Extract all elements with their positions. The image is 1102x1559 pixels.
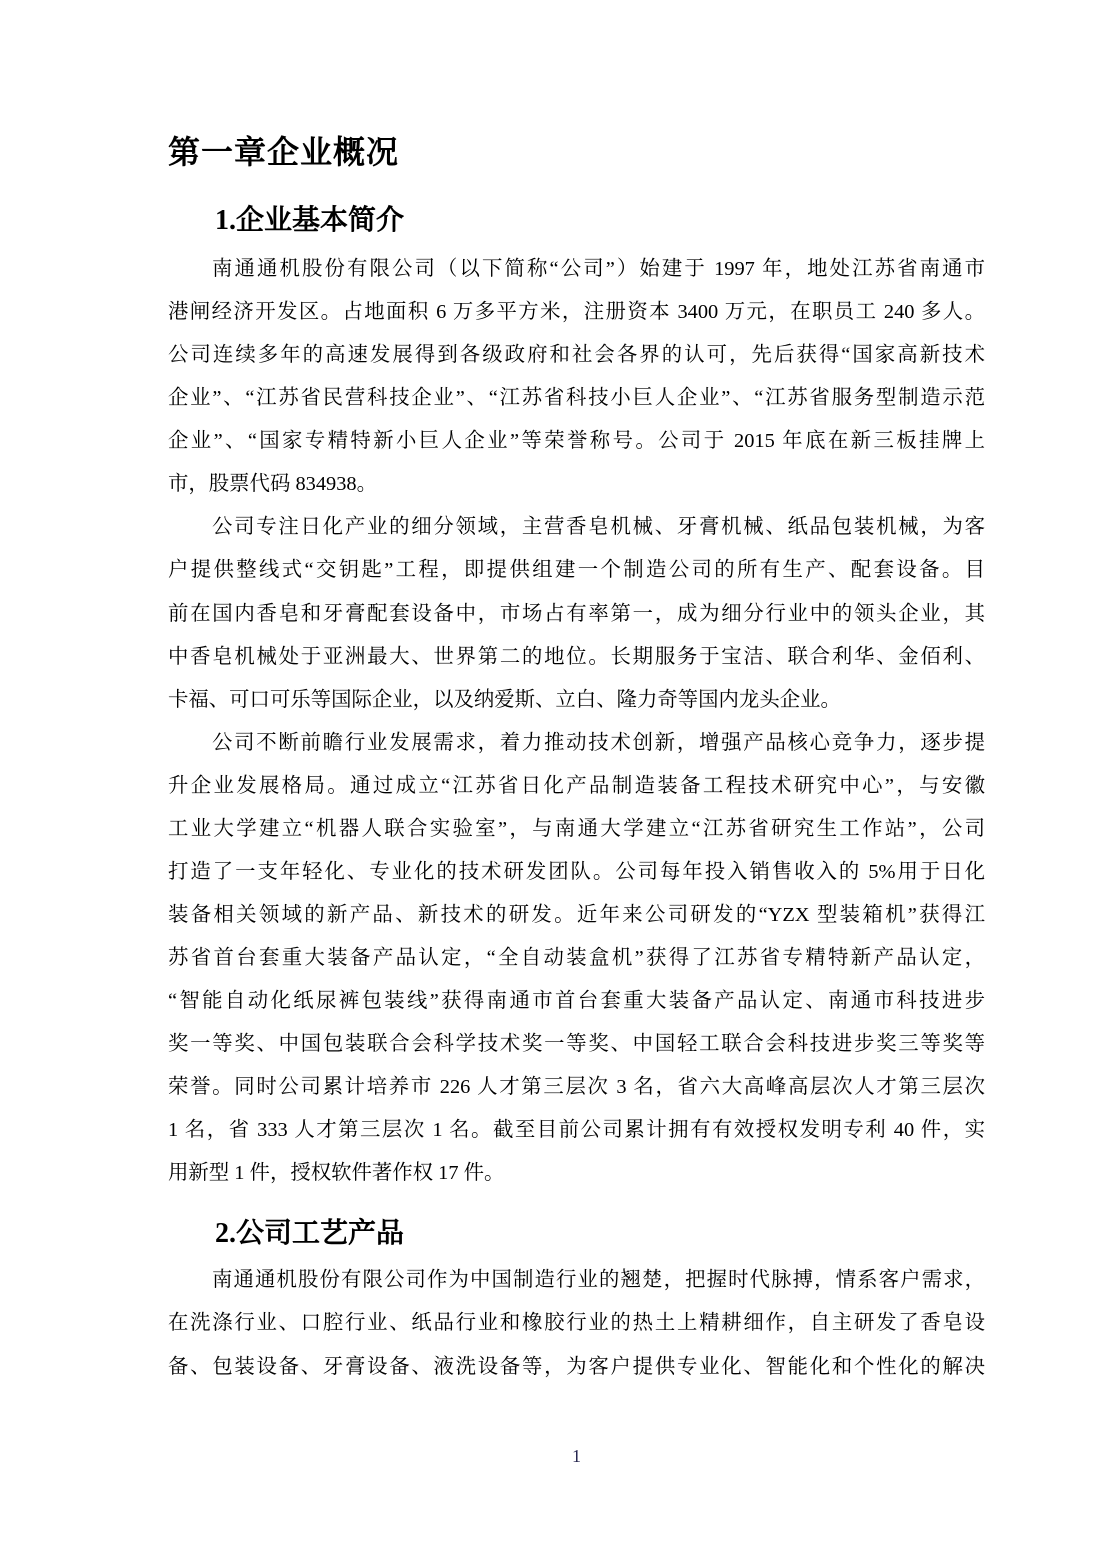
text-line: 打造了一支年轻化、专业化的技术研发团队。公司每年投入销售收入的 5%用于日化 (168, 860, 985, 883)
text-line: 卡福、可口可乐等国际企业，以及纳爱斯、立白、隆力奇等国内龙头企业。 (168, 688, 841, 711)
text-line: 前在国内香皂和牙膏配套设备中，市场占有率第一，成为细分行业中的领头企业，其 (168, 602, 985, 625)
page-number: 1 (572, 1446, 581, 1466)
text-line: 户提供整线式“交钥匙”工程，即提供组建一个制造公司的所有生产、配套设备。目 (168, 559, 985, 582)
text-line: 港闸经济开发区。占地面积 6 万多平方米，注册资本 3400 万元，在职员工 240 多人。 (168, 301, 985, 324)
text-line: 奖一等奖、中国包装联合会科学技术奖一等奖、中国轻工联合会科技进步奖三等奖等 (168, 1033, 985, 1056)
section-heading-1: 1.企业基本简介 (215, 205, 405, 236)
section-heading-2: 2.公司工艺产品 (215, 1218, 405, 1250)
text-line: 用新型 1 件，授权软件著作权 17 件。 (168, 1162, 505, 1185)
text-line: 公司专注日化产业的细分领域，主营香皂机械、牙膏机械、纸品包装机械，为客 (212, 516, 985, 539)
text-line: 苏省首台套重大装备产品认定，“全自动装盒机”获得了江苏省专精特新产品认定， (168, 947, 985, 969)
text-line: “智能自动化纸尿裤包装线”获得南通市首台套重大装备产品认定、南通市科技进步 (168, 990, 985, 1013)
text-line: 工业大学建立“机器人联合实验室”，与南通大学建立“江苏省研究生工作站”，公司 (168, 817, 985, 840)
text-line: 南通通机股份有限公司（以下简称“公司”）始建于 1997 年，地处江苏省南通市 (212, 258, 985, 280)
text-line: 南通通机股份有限公司作为中国制造行业的翘楚，把握时代脉搏，情系客户需求， (212, 1269, 985, 1292)
text-line: 升企业发展格局。通过成立“江苏省日化产品制造装备工程技术研究中心”，与安徽 (168, 774, 985, 797)
chapter-title: 第一章企业概况 (168, 134, 400, 170)
text-line: 1 名，省 333 人才第三层次 1 名。截至目前公司累计拥有有效授权发明专利 40 件，实 (168, 1119, 985, 1142)
paragraph-company-intro (168, 248, 985, 506)
text-line: 市，股票代码 834938。 (168, 473, 378, 496)
text-line: 装备相关领域的新产品、新技术的研发。近年来公司研发的“YZX 型装箱机”获得江 (168, 903, 985, 926)
text-line: 中香皂机械处于亚洲最大、世界第二的地位。长期服务于宝洁、联合利华、金佰利、 (168, 645, 985, 668)
text-line: 公司连续多年的高速发展得到各级政府和社会各界的认可，先后获得“国家高新技术 (168, 344, 985, 367)
text-line: 在洗涤行业、口腔行业、纸品行业和橡胶行业的热土上精耕细作，自主研发了香皂设 (168, 1312, 985, 1335)
text-line: 企业”、“国家专精特新小巨人企业”等荣誉称号。公司于 2015 年底在新三板挂牌上 (168, 430, 985, 453)
paragraph-business-focus (168, 506, 985, 721)
text-line: 备、包装设备、牙膏设备、液洗设备等，为客户提供专业化、智能化和个性化的解决 (168, 1355, 985, 1378)
text-line: 企业”、“江苏省民营科技企业”、“江苏省科技小巨人企业”、“江苏省服务型制造示范 (168, 387, 985, 410)
text-line: 公司不断前瞻行业发展需求，着力推动技术创新，增强产品核心竞争力，逐步提 (212, 731, 985, 754)
text-line: 荣誉。同时公司累计培养市 226 人才第三层次 3 名，省六大高峰高层次人才第三层次 (168, 1076, 985, 1099)
paragraph-rnd-achievements (168, 722, 985, 1196)
paragraph-products-intro (168, 1259, 985, 1388)
